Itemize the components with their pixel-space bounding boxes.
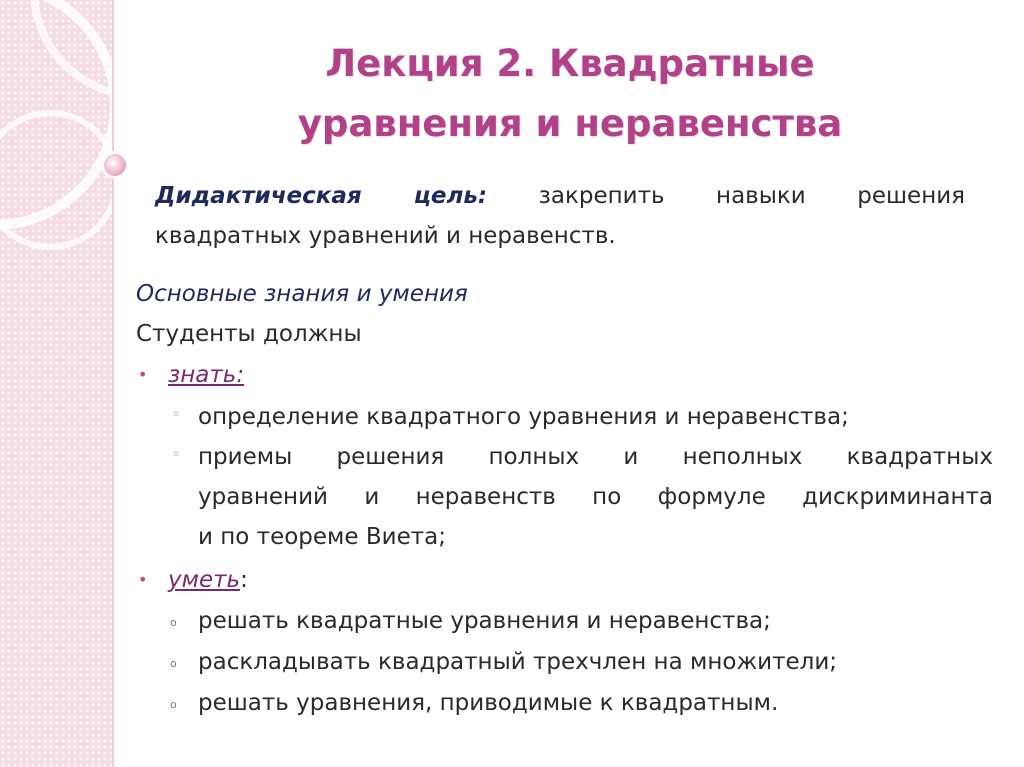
know-label: знать:: [168, 362, 245, 388]
bullet-can-icon: •: [138, 570, 148, 589]
decorative-ring: [0, 110, 112, 250]
didactic-goal-line-2: квадратных уравнений и неравенств.: [155, 223, 616, 249]
sub-bullet-icon: o: [170, 698, 177, 711]
can-item-2: раскладывать квадратный трехчлен на множители;: [198, 649, 838, 675]
sub-bullet-icon: o: [170, 657, 177, 670]
section-subheading: Студенты должны: [136, 321, 362, 347]
can-label: уметь:: [168, 567, 248, 593]
didactic-goal-label: Дидактическая цель:: [155, 183, 488, 209]
decorative-dot-icon: [104, 154, 126, 176]
sub-bullet-icon: ◦: [172, 447, 181, 463]
slide-title-line-2: уравнения и неравенства: [297, 102, 843, 145]
slide-title: [140, 34, 1000, 154]
know-item-2-line-2: уравнений и неравенств по формуле дискриминанта: [198, 484, 993, 510]
sub-bullet-icon: o: [170, 616, 177, 629]
bullet-know-icon: •: [138, 365, 148, 384]
know-item-2-line-3: и по теореме Виета;: [198, 524, 446, 550]
slide-title-line-1: Лекция 2. Квадратные: [325, 42, 815, 85]
didactic-goal-text: закрепить навыки решения: [538, 183, 966, 209]
know-item-2-line-1: приемы решения полных и неполных квадратных: [198, 444, 993, 470]
know-item-1: определение квадратного уравнения и неравенства;: [198, 404, 849, 430]
didactic-goal-line-1: [155, 176, 965, 216]
decorative-sidebar: [0, 0, 112, 767]
sub-bullet-icon: ◦: [172, 407, 181, 423]
didactic-goal: [155, 176, 965, 256]
sidebar-divider: [112, 0, 114, 767]
can-item-1: решать квадратные уравнения и неравенства;: [198, 608, 771, 634]
know-item-2: [198, 437, 993, 557]
can-item-3: решать уравнения, приводимые к квадратным.: [198, 690, 779, 716]
section-heading: Основные знания и умения: [136, 281, 468, 307]
